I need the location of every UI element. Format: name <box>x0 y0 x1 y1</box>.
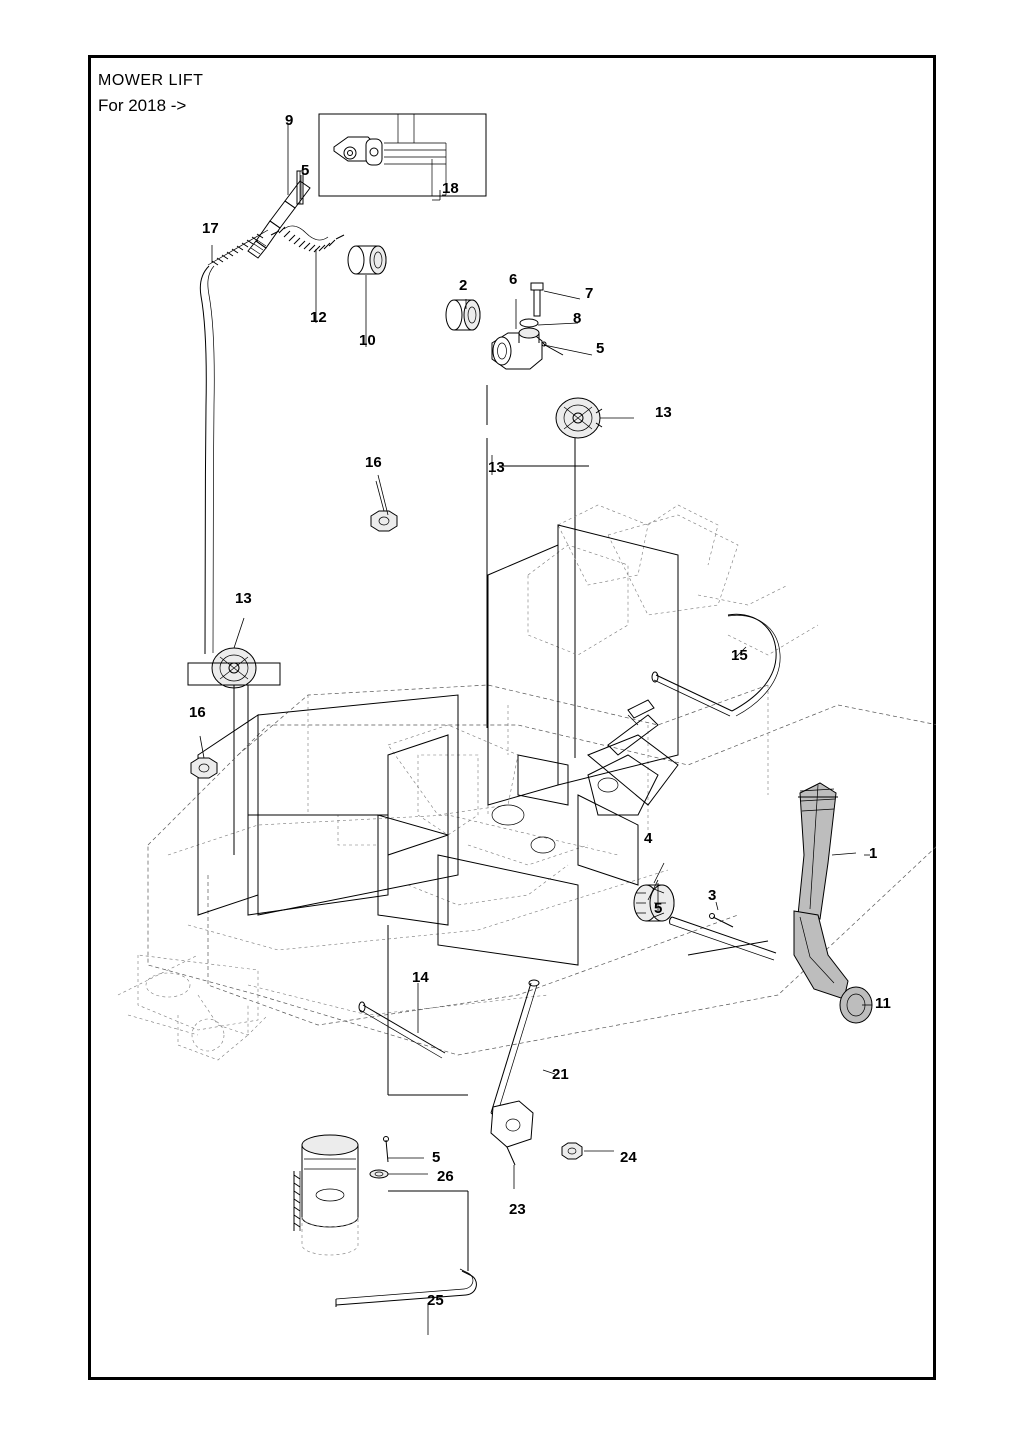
callout-16-a: 16 <box>365 454 382 471</box>
rod-25 <box>336 1191 476 1335</box>
callout-1: 1 <box>869 845 878 862</box>
callout-7: 7 <box>585 285 594 302</box>
assembly-lever-1 <box>794 783 872 1023</box>
nut-16-lower <box>191 736 217 778</box>
callout-5-c: 5 <box>654 900 663 917</box>
callout-21: 21 <box>552 1066 569 1083</box>
callout-17: 17 <box>202 220 219 237</box>
page-subtitle: For 2018 -> <box>98 96 187 115</box>
callout-10: 10 <box>359 332 376 349</box>
callout-18: 18 <box>442 180 459 197</box>
pulley-13-top <box>556 398 634 438</box>
nut-16-upper <box>371 481 397 531</box>
callout-15: 15 <box>731 647 748 664</box>
callout-4: 4 <box>644 830 653 847</box>
callout-25: 25 <box>427 1292 444 1309</box>
callout-13-b: 13 <box>488 459 505 476</box>
callout-5-a: 5 <box>301 162 310 179</box>
machine-frame-solid <box>198 525 678 965</box>
callout-16-b: 16 <box>189 704 206 721</box>
leader-lines <box>212 125 870 913</box>
callout-2: 2 <box>459 277 468 294</box>
callout-3: 3 <box>708 887 717 904</box>
link-21 <box>491 980 555 1123</box>
assembly-lever-9 <box>200 171 386 654</box>
bracket-23 <box>491 1101 533 1189</box>
rod-15 <box>652 614 780 716</box>
callout-26: 26 <box>437 1168 454 1185</box>
nut-24 <box>562 1143 614 1159</box>
callout-23: 23 <box>509 1201 526 1218</box>
assembly-housing-6 <box>446 283 563 369</box>
callout-12: 12 <box>310 309 327 326</box>
parts-illustration <box>88 55 936 1380</box>
hardware-5-26 <box>370 1137 428 1179</box>
page-title: MOWER LIFT <box>98 72 204 89</box>
callout-5-d: 5 <box>432 1149 441 1166</box>
callout-13-a: 13 <box>655 404 672 421</box>
pulley-13-left <box>212 618 256 688</box>
cylinder-assembly <box>294 1135 358 1255</box>
rod-3 <box>670 902 776 960</box>
callout-5-b: 5 <box>596 340 605 357</box>
callout-11: 11 <box>875 995 891 1012</box>
callout-9: 9 <box>285 112 294 129</box>
callout-24: 24 <box>620 1149 637 1166</box>
callout-8: 8 <box>573 310 582 327</box>
callout-14: 14 <box>412 969 429 986</box>
detail-inset-18 <box>319 114 486 196</box>
callout-13-c: 13 <box>235 590 252 607</box>
callout-6: 6 <box>509 271 518 288</box>
